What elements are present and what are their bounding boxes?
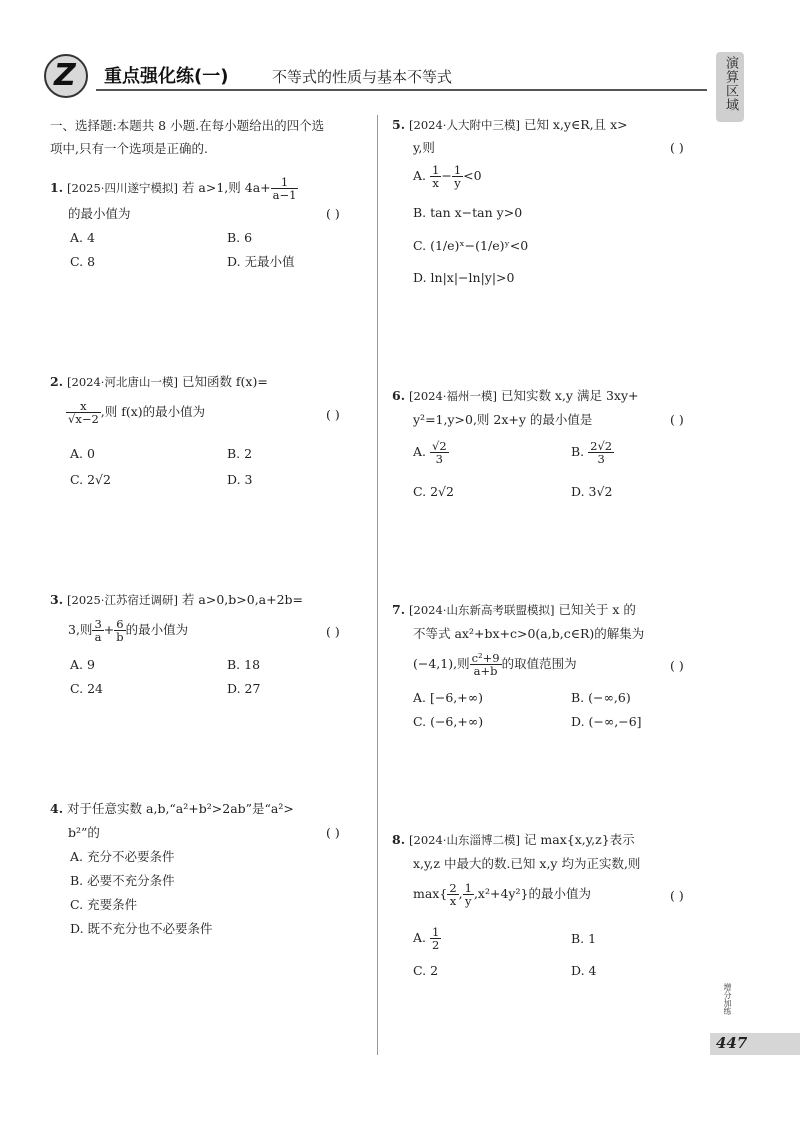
fraction — [588, 440, 614, 465]
option-label: A. — [413, 168, 427, 183]
option-d: D. 3√2 — [571, 484, 613, 499]
numerator: x — [66, 400, 101, 413]
logo-letter: Z — [54, 58, 76, 93]
fraction — [271, 176, 299, 201]
stem-text: max{ — [413, 886, 448, 901]
stem-text: 的最小值为 — [125, 622, 189, 637]
option-a: A. 9 — [70, 657, 95, 672]
option-d: D. (−∞,−6] — [571, 714, 642, 729]
answer-paren: ( ) — [326, 624, 340, 639]
question-4-stem-b: b²”的 — [68, 825, 100, 840]
question-6-stem-b: y²=1,y>0,则 2x+y 的最小值是 — [413, 412, 593, 427]
answer-paren: ( ) — [670, 888, 684, 903]
option-d: D. 既不充分也不必要条件 — [70, 921, 213, 936]
option-d: D. 3 — [227, 472, 253, 487]
section-intro-line1: 一、选择题:本题共 8 小题.在每小题给出的四个选 — [50, 118, 325, 133]
question-2-stem-b — [66, 400, 205, 425]
denominator: a+b — [473, 664, 498, 678]
answer-paren: ( ) — [670, 412, 684, 427]
question-7-stem-c — [413, 652, 577, 677]
stem-text: ,x²+4y²}的最小值为 — [473, 886, 591, 901]
option-c: C. (−6,+∞) — [413, 714, 484, 729]
fraction — [92, 618, 103, 643]
option-d: D. 4 — [571, 963, 597, 978]
stem-text: 记 max{x,y,z}表示 — [523, 832, 635, 847]
question-source: [2024·河北唐山一模] — [67, 375, 178, 389]
option-d: D. ln|x|−ln|y|>0 — [413, 270, 515, 285]
page-number: 447 — [716, 1034, 748, 1052]
denominator: b — [116, 630, 124, 644]
numerator: 2√2 — [590, 439, 613, 453]
denominator: a−1 — [272, 188, 297, 202]
denominator: √x−2 — [68, 412, 99, 426]
page-subtitle: 不等式的性质与基本不等式 — [272, 68, 453, 86]
question-8-stem-c — [413, 882, 591, 907]
numerator: 3 — [94, 617, 102, 631]
option-a: A. 0 — [70, 446, 95, 461]
question-source: [2024·人大附中三模] — [409, 118, 520, 132]
fraction — [430, 440, 449, 465]
question-8-stem — [392, 832, 635, 848]
section-intro-line2: 项中,只有一个选项是正确的. — [50, 141, 208, 156]
question-number: 3. — [50, 592, 64, 607]
option-b: B. 6 — [227, 230, 253, 245]
option-c: C. (1/e)ˣ−(1/e)ʸ<0 — [413, 238, 529, 253]
fraction — [430, 926, 441, 951]
side-tab-label: 演算区域 — [723, 56, 738, 112]
numerator: 2 — [449, 881, 457, 895]
denominator: x — [432, 176, 439, 190]
question-source: [2024·福州一模] — [409, 389, 497, 403]
option-d: D. 无最小值 — [227, 254, 295, 269]
question-5-stem-b: y,则 — [413, 140, 435, 155]
option-text: <0 — [463, 168, 482, 183]
option-label: A. — [413, 444, 427, 459]
option-a: A. [−6,+∞) — [413, 690, 484, 705]
question-number: 7. — [392, 602, 406, 617]
question-4-stem — [50, 801, 294, 817]
question-2-stem — [50, 374, 268, 390]
stem-text: (−4,1),则 — [413, 656, 470, 671]
side-tab — [716, 52, 744, 122]
question-number: 1. — [50, 180, 64, 195]
option-b — [571, 440, 614, 465]
side-label: 增分加练 — [723, 983, 732, 1015]
stem-text: 已知函数 f(x)= — [181, 374, 268, 389]
minus-sign: − — [441, 168, 452, 183]
question-source: [2025·江苏宿迁调研] — [67, 593, 178, 607]
header-rule — [96, 89, 707, 91]
question-7-stem-b: 不等式 ax²+bx+c>0(a,b,c∈R)的解集为 — [413, 626, 645, 641]
question-7-stem — [392, 602, 636, 618]
answer-paren: ( ) — [670, 140, 684, 155]
question-number: 2. — [50, 374, 64, 389]
question-source: [2025·四川遂宁模拟] — [67, 181, 178, 195]
answer-paren: ( ) — [326, 825, 340, 840]
question-3-stem — [50, 592, 303, 608]
numerator: 1 — [453, 163, 462, 177]
question-source: [2024·山东淄博二模] — [409, 833, 520, 847]
stem-text: 3,则 — [68, 622, 93, 637]
answer-paren: ( ) — [326, 206, 340, 221]
denominator: y — [454, 176, 461, 190]
fraction — [452, 164, 463, 189]
denominator: 3 — [435, 452, 443, 466]
numerator: 1 — [432, 925, 440, 939]
page-title: 重点强化练(一) — [104, 66, 229, 87]
option-b: B. (−∞,6) — [571, 690, 631, 705]
denominator: x — [449, 894, 457, 908]
question-1-stem-b: 的最小值为 — [68, 206, 131, 221]
question-5-stem — [392, 117, 628, 133]
stem-text: 的取值范围为 — [501, 656, 577, 671]
option-a: A. 充分不必要条件 — [70, 849, 175, 864]
question-6-stem — [392, 388, 638, 404]
question-number: 4. — [50, 801, 64, 816]
stem-text: 若 a>1,则 4a+ — [181, 180, 271, 195]
logo-badge — [44, 54, 88, 98]
question-number: 6. — [392, 388, 406, 403]
fraction — [430, 164, 441, 189]
question-number: 8. — [392, 832, 406, 847]
option-b: B. tan x−tan y>0 — [413, 205, 523, 220]
option-label: B. — [571, 444, 585, 459]
stem-text: 已知实数 x,y 满足 3xy+ — [500, 388, 639, 403]
numerator: √2 — [432, 439, 447, 453]
answer-paren: ( ) — [670, 658, 684, 673]
stem-text: 已知 x,y∈R,且 x> — [523, 117, 628, 132]
fraction — [114, 618, 125, 643]
option-c: C. 2√2 — [413, 484, 454, 499]
option-a — [413, 926, 441, 951]
option-c: C. 2 — [413, 963, 439, 978]
comma: , — [458, 886, 463, 901]
question-3-stem-b — [68, 618, 188, 643]
option-b: B. 2 — [227, 446, 253, 461]
denominator: 2 — [432, 938, 440, 952]
option-b: B. 1 — [571, 931, 597, 946]
option-c: C. 充要条件 — [70, 897, 138, 912]
option-d: D. 27 — [227, 681, 261, 696]
column-divider — [377, 115, 378, 1055]
option-a — [413, 164, 482, 189]
numerator: 1 — [432, 163, 440, 177]
fraction — [66, 400, 101, 425]
question-number: 5. — [392, 117, 406, 132]
numerator: 1 — [464, 881, 472, 895]
fraction — [463, 882, 474, 907]
numerator: c²+9 — [471, 651, 500, 665]
option-c: C. 8 — [70, 254, 96, 269]
denominator: y — [465, 894, 472, 908]
stem-text: 若 a>0,b>0,a+2b= — [181, 592, 304, 607]
question-source: [2024·山东新高考联盟模拟] — [409, 603, 555, 617]
plus-sign: + — [103, 622, 115, 637]
stem-text: 已知关于 x 的 — [558, 602, 636, 617]
denominator: a — [94, 630, 102, 644]
option-b: B. 必要不充分条件 — [70, 873, 175, 888]
option-c: C. 24 — [70, 681, 103, 696]
option-label: A. — [413, 930, 427, 945]
fraction — [447, 882, 458, 907]
numerator: 6 — [114, 618, 125, 631]
fraction — [470, 652, 502, 677]
question-8-stem-b: x,y,z 中最大的数.已知 x,y 均为正实数,则 — [413, 856, 641, 871]
denominator: 3 — [597, 452, 605, 466]
question-1-stem — [50, 176, 298, 201]
stem-text: ,则 f(x)的最小值为 — [100, 404, 206, 419]
numerator: 1 — [271, 176, 299, 189]
option-b: B. 18 — [227, 657, 261, 672]
option-a — [413, 440, 449, 465]
stem-text: 对于任意实数 a,b,“a²+b²>2ab”是“a²> — [67, 801, 294, 816]
option-a: A. 4 — [70, 230, 95, 245]
option-c: C. 2√2 — [70, 472, 111, 487]
answer-paren: ( ) — [326, 407, 340, 422]
